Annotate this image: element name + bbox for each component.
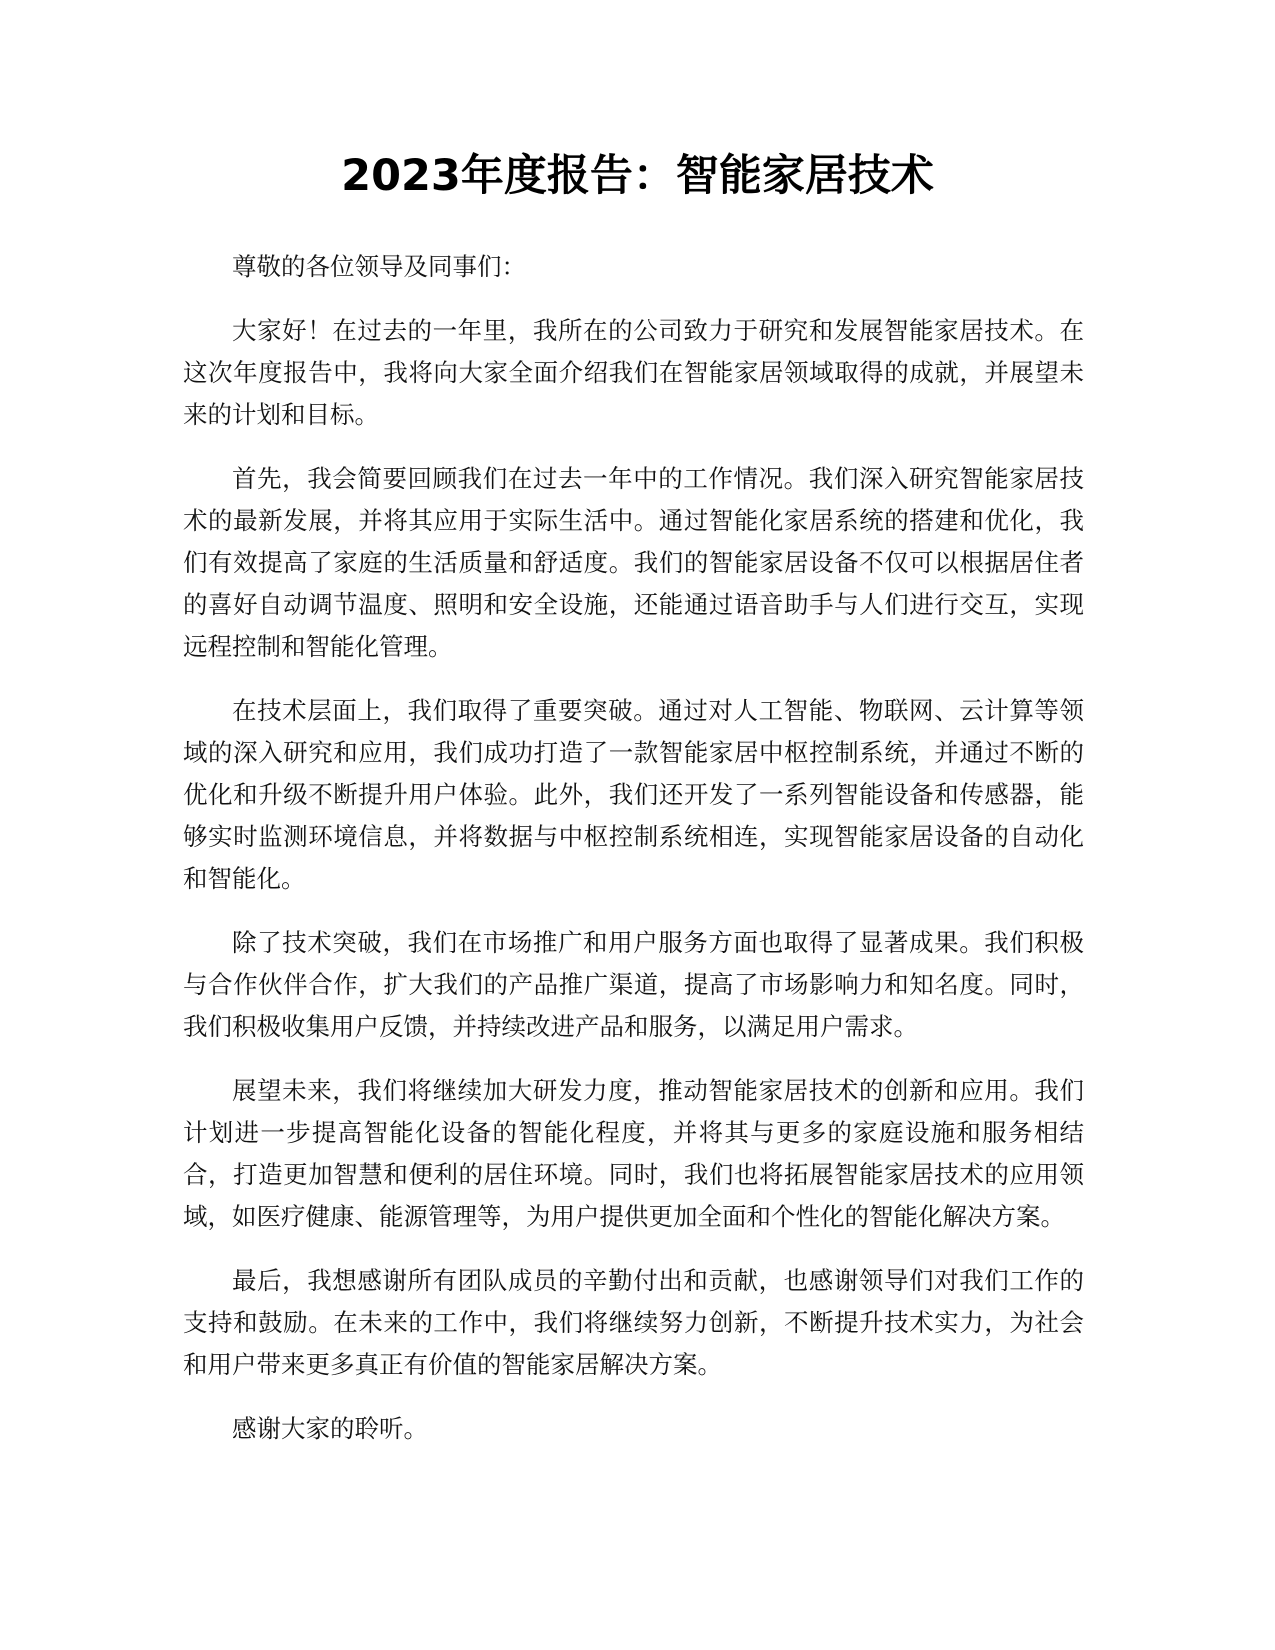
paragraph-thanks: 最后，我想感谢所有团队成员的辛勤付出和贡献，也感谢领导们对我们工作的支持和鼓励。在未来的工作中，我们将继续努力创新，不断提升技术实力，为社会和用户带来更多真正有价值的智能家居解决方案。 — [183, 1266, 1084, 1379]
paragraph-greeting: 大家好！在过去的一年里，我所在的公司致力于研究和发展智能家居技术。在这次年度报告中，我将向大家全面介绍我们在智能家居领域取得的成就，并展望未来的计划和目标。 — [183, 316, 1084, 429]
salutation: 尊敬的各位领导及同事们： — [232, 252, 526, 281]
paragraph-technology: 在技术层面上，我们取得了重要突破。通过对人工智能、物联网、云计算等领域的深入研究和应用，我们成功打造了一款智能家居中枢控制系统，并通过不断的优化和升级不断提升用户体验。此外，我们还开发了一系列智能设备和传感器，能够实时监测环境信息，并将数据与中枢控制系统相连，实现智能家居设备的自动化和智能化。 — [183, 696, 1084, 893]
document-title: 2023年度报告：智能家居技术 — [341, 151, 934, 201]
document-body — [183, 246, 1084, 1472]
paragraph-review: 首先，我会简要回顾我们在过去一年中的工作情况。我们深入研究智能家居技术的最新发展，并将其应用于实际生活中。通过智能化家居系统的搭建和优化，我们有效提高了家庭的生活质量和舒适度。我们的智能家居设备不仅可以根据居住者的喜好自动调节温度、照明和安全设施，还能通过语音助手与人们进行交互，实现远程控制和智能化管理。 — [183, 464, 1084, 661]
paragraph-market: 除了技术突破，我们在市场推广和用户服务方面也取得了显著成果。我们积极与合作伙伴合作，扩大我们的产品推广渠道，提高了市场影响力和知名度。同时，我们积极收集用户反馈，并持续改进产品和服务，以满足用户需求。 — [183, 928, 1084, 1041]
paragraph-outlook: 展望未来，我们将继续加大研发力度，推动智能家居技术的创新和应用。我们计划进一步提高智能化设备的智能化程度，并将其与更多的家庭设施和服务相结合，打造更加智慧和便利的居住环境。同时，我们也将拓展智能家居技术的应用领域，如医疗健康、能源管理等，为用户提供更加全面和个性化的智能化解决方案。 — [183, 1076, 1084, 1231]
closing-line: 感谢大家的聆听。 — [232, 1414, 428, 1443]
